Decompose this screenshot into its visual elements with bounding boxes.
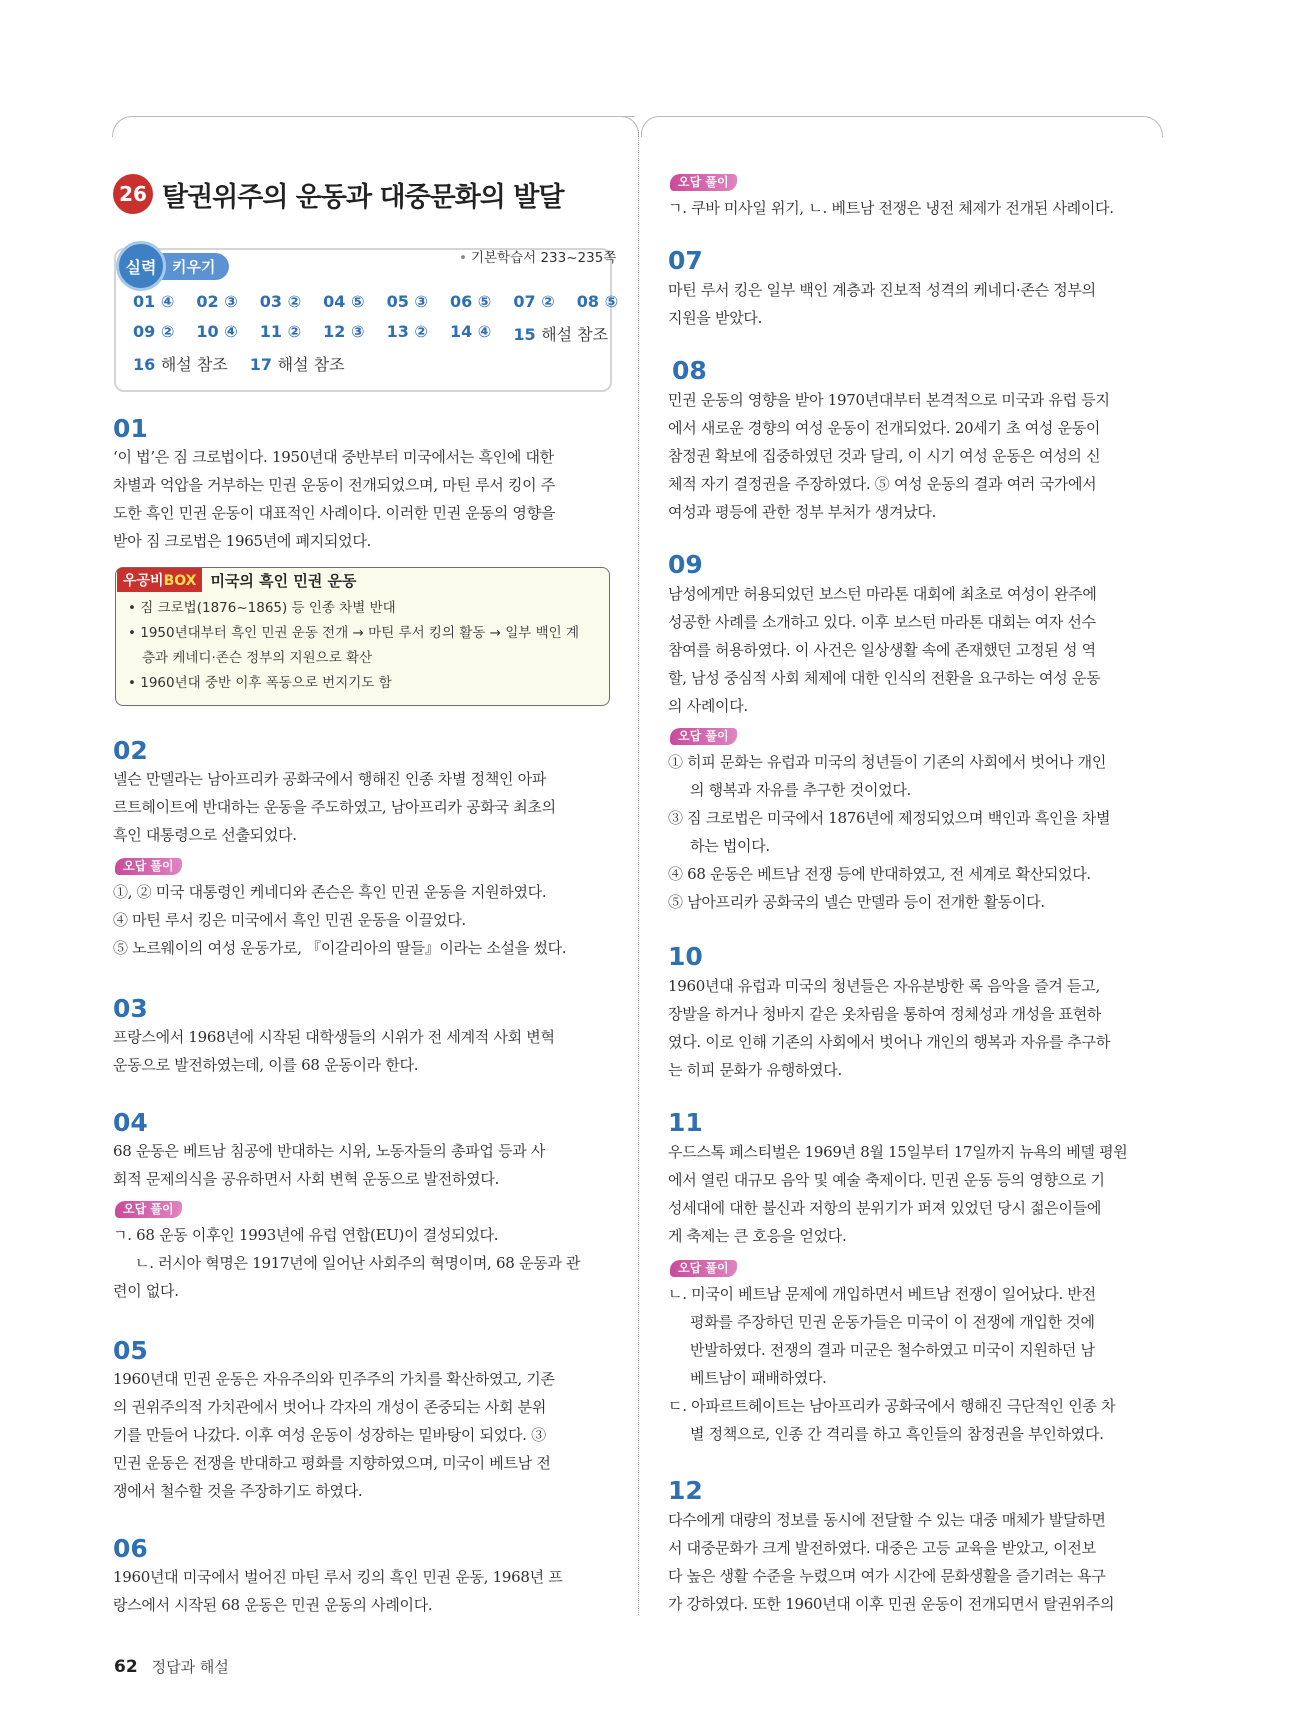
text-line: ① 히피 문화는 유럽과 미국의 청년들이 기존의 사회에서 벗어나 개인 <box>668 753 1107 771</box>
answer-value: ③ <box>351 322 365 341</box>
answer-value: ⑤ <box>351 292 365 311</box>
answer-number: 13 <box>386 322 415 341</box>
text-line: 련이 없다. <box>113 1282 179 1300</box>
text-line: ㄷ. 아파르트헤이트는 남아프리카 공화국에서 행해진 극단적인 인종 차 <box>668 1397 1116 1415</box>
wrong-answer-tag: 오답 풀이 <box>670 174 737 191</box>
text-line: 여성과 평등에 관한 정부 부처가 생겨났다. <box>668 503 937 521</box>
section-11-wrong <box>668 1280 1115 1448</box>
text-line: 넬슨 만델라는 남아프리카 공화국에서 행해진 인종 차별 정책인 아파 <box>113 770 547 788</box>
page-frame-left <box>112 116 635 137</box>
text-line: 가 강하였다. 또한 1960년대 이후 민권 운동이 전개되면서 탈권위주의 <box>668 1595 1115 1613</box>
text-line: 흑인 대통령으로 선출되었다. <box>113 826 297 844</box>
answer-value: ⑤ <box>604 292 619 311</box>
info-box-items <box>128 596 579 696</box>
answer-item <box>260 292 301 322</box>
info-box-header <box>117 568 357 592</box>
answer-number: 16 <box>133 355 161 374</box>
answer-number: 02 <box>196 292 225 311</box>
answer-item <box>260 322 301 352</box>
answer-value: ③ <box>414 292 428 311</box>
section-number-05: 05 <box>113 1336 148 1365</box>
info-box-item: • 1960년대 중반 이후 폭동으로 번지기도 함 <box>128 675 392 691</box>
section-number-08: 08 <box>672 356 707 385</box>
text-line: 다 높은 생활 수준을 누렸으며 여가 시간에 문화생활을 즐기려는 욕구 <box>668 1567 1106 1585</box>
answer-value: ④ <box>160 292 175 311</box>
section-06-text <box>113 1563 562 1619</box>
answer-value: 해설 참조 <box>277 355 345 374</box>
text-line: 는 히피 문화가 유행하였다. <box>668 1061 842 1079</box>
text-line: 성세대에 대한 불신과 저항의 분위기가 퍼져 있었던 당시 젊은이들에 <box>668 1199 1102 1217</box>
answer-item <box>450 322 491 352</box>
text-line: ⑤ 남아프리카 공화국의 넬슨 만델라 등이 전개한 활동이다. <box>668 893 1045 911</box>
answer-value: 해설 참조 <box>541 325 609 344</box>
text-line: 에서 새로운 경향의 여성 운동이 전개되었다. 20세기 초 여성 운동이 <box>668 419 1101 437</box>
text-line: 지원을 받았다. <box>668 309 763 327</box>
section-07-text <box>668 276 1096 332</box>
text-line: 에서 열린 대규모 음악 및 예술 축제이다. 민권 운동 등의 영향으로 기 <box>668 1171 1105 1189</box>
text-line: 민권 운동의 영향을 받아 1970년대부터 본격적으로 미국과 유럽 등지 <box>668 391 1110 409</box>
answer-number: 12 <box>323 322 352 341</box>
text-line: 할, 남성 중심적 사회 체제에 대한 인식의 전환을 요구하는 여성 운동 <box>668 669 1101 687</box>
answer-number: 05 <box>386 292 415 311</box>
answer-number: 10 <box>196 322 225 341</box>
text-line: ㄴ. 러시아 혁명은 1917년에 일어난 사회주의 혁명이며, 68 운동과 관 <box>135 1254 581 1272</box>
text-line: ④ 마틴 루서 킹은 미국에서 흑인 민권 운동을 이끌었다. <box>113 911 466 929</box>
bullet-icon: • <box>459 250 467 266</box>
answer-item <box>513 292 554 322</box>
info-box-tag-box: BOX <box>163 573 197 589</box>
page-frame-left-corner <box>620 116 639 137</box>
answer-row <box>133 292 619 322</box>
answer-row <box>133 322 609 352</box>
text-line: 남성에게만 허용되었던 보스턴 마라톤 대회에 최초로 여성이 완주에 <box>668 585 1097 603</box>
text-line: ③ 짐 크로법은 미국에서 1876년에 제정되었으며 백인과 흑인을 차별 <box>668 809 1111 827</box>
section-number-01: 01 <box>113 414 148 443</box>
answer-list <box>133 292 619 382</box>
answer-number: 01 <box>133 292 161 311</box>
section-02-wrong <box>113 878 566 962</box>
text-line: 1960년대 민권 운동은 자유주의와 민주주의 가치를 확산하였고, 기존 <box>113 1370 555 1388</box>
text-line: ㄴ. 미국이 베트남 문제에 개입하면서 베트남 전쟁이 일어났다. 반전 <box>668 1285 1096 1303</box>
wrong-answer-tag: 오답 풀이 <box>670 1260 737 1277</box>
answer-item <box>133 352 228 382</box>
section-09-wrong <box>668 748 1110 916</box>
answer-item <box>196 322 237 352</box>
text-line: 우드스톡 페스티벌은 1969년 8월 15일부터 17일까지 뉴욕의 베델 평원 <box>668 1143 1128 1161</box>
text-line: 1960년대 유럽과 미국의 청년들은 자유분방한 록 음악을 즐겨 듣고, <box>668 977 1100 995</box>
text-line: 도한 흑인 민권 운동이 대표적인 사례이다. 이러한 민권 운동의 영향을 <box>113 504 556 522</box>
answer-number: 17 <box>249 355 278 374</box>
section-09-text <box>668 580 1100 720</box>
section-04-text <box>113 1137 545 1193</box>
text-line: 르트헤이트에 반대하는 운동을 주도하였고, 남아프리카 공화국 최초의 <box>113 798 556 816</box>
text-line: 하는 법이다. <box>690 837 770 855</box>
text-line: 반발하였다. 전쟁의 결과 미군은 철수하였고 미국이 지원하던 남 <box>690 1341 1095 1359</box>
answer-item <box>133 292 174 322</box>
answer-value: ② <box>287 322 302 341</box>
page-frame-right <box>641 116 1163 137</box>
text-line: 기를 만들어 나갔다. 이후 여성 운동이 성장하는 밑바탕이 되었다. ③ <box>113 1426 546 1444</box>
text-line: 별 정책으로, 인종 간 격리를 하고 흑인들의 참정권을 부인하였다. <box>690 1425 1104 1443</box>
answer-value: ② <box>541 292 555 311</box>
info-box-item: 층과 케네디·존슨 정부의 지원으로 확산 <box>142 650 373 666</box>
answer-row <box>133 352 603 382</box>
skill-badge-circle: 실력 <box>116 241 166 291</box>
skill-badge <box>116 241 229 291</box>
section-number-03: 03 <box>113 994 148 1023</box>
page-footer-label: 정답과 해설 <box>151 1658 229 1676</box>
text-line: 쟁에서 철수할 것을 주장하기도 하였다. <box>113 1482 363 1500</box>
section-08-text <box>668 386 1110 526</box>
info-box-item: • 짐 크로법(1876~1865) 등 인종 차별 반대 <box>128 600 396 616</box>
answer-value: ② <box>287 292 302 311</box>
text-line: 차별과 억압을 거부하는 민권 운동이 전개되었으며, 마틴 루서 킹이 주 <box>113 476 556 494</box>
answer-number: 07 <box>513 292 542 311</box>
section-number-06: 06 <box>113 1534 148 1563</box>
section-02-text <box>113 765 556 849</box>
info-box-item: • 1950년대부터 흑인 민권 운동 전개 → 마틴 루서 킹의 활동 → 일부 백인 계 <box>128 625 580 641</box>
text-line: 서 대중문화가 크게 발전하였다. 대중은 고등 교육을 받았고, 이전보 <box>668 1539 1096 1557</box>
section-number-10: 10 <box>668 942 703 971</box>
answer-number: 15 <box>513 325 542 344</box>
section-10-text <box>668 972 1110 1084</box>
text-line: 68 운동은 베트남 침공에 반대하는 시위, 노동자들의 총파업 등과 사 <box>113 1142 546 1160</box>
wrong-answer-tag: 오답 풀이 <box>115 858 182 875</box>
column-divider <box>638 130 639 1615</box>
wrong-answer-tag: 오답 풀이 <box>115 1201 182 1218</box>
text-line: 장발을 하거나 청바지 같은 옷차림을 통하여 정체성과 개성을 표현하 <box>668 1005 1102 1023</box>
text-line: ㄱ. 쿠바 미사일 위기, ㄴ. 베트남 전쟁은 냉전 체제가 전개된 사례이다. <box>668 199 1114 217</box>
text-line: 성공한 사례를 소개하고 있다. 이후 보스턴 마라톤 대회는 여자 선수 <box>668 613 1096 631</box>
text-line: 였다. 이로 인해 기존의 사회에서 벗어나 개인의 행복과 자유를 추구하 <box>668 1033 1111 1051</box>
answer-item <box>196 292 237 322</box>
section-number-12: 12 <box>668 1476 703 1505</box>
text-line: 프랑스에서 1968년에 시작된 대학생들의 시위가 전 세계적 사회 변혁 <box>113 1028 555 1046</box>
answer-number: 06 <box>449 292 478 311</box>
text-line: 체적 자기 결정권을 주장하였다. ⑤ 여성 운동의 결과 여러 국가에서 <box>668 475 1097 493</box>
section-number-07: 07 <box>668 246 703 275</box>
section-04-wrong <box>113 1221 580 1305</box>
page-number: 62 <box>114 1657 138 1677</box>
wrong-answer-tag: 오답 풀이 <box>670 728 737 745</box>
section-number-11: 11 <box>668 1108 703 1137</box>
section-06-wrong <box>668 194 1114 222</box>
text-line: 평화를 주장하던 민권 운동가들은 미국이 이 전쟁에 개입한 것에 <box>690 1313 1095 1331</box>
answer-item <box>133 322 174 352</box>
info-box-tag <box>117 568 202 592</box>
text-line: 게 축제는 큰 호응을 얻었다. <box>668 1227 847 1245</box>
answer-number: 14 <box>449 322 478 341</box>
section-03-text <box>113 1023 555 1079</box>
text-line: 의 사례이다. <box>668 697 748 715</box>
text-line: 참여를 허용하였다. 이 사건은 일상생활 속에 존재했던 고정된 성 역 <box>668 641 1096 659</box>
text-line: 민권 운동은 전쟁을 반대하고 평화를 지향하였으며, 미국이 베트남 전 <box>113 1454 551 1472</box>
info-box-tag-text: 우공비 <box>123 573 164 589</box>
text-line: 받아 짐 크로법은 1965년에 폐지되었다. <box>113 532 371 550</box>
answer-number: 09 <box>133 322 161 341</box>
section-11-text <box>668 1138 1128 1250</box>
chapter-title-text: 탈권위주의 운동과 대중문화의 발달 <box>162 181 564 213</box>
answer-value: ② <box>160 322 175 341</box>
skill-badge-pill: 키우기 <box>156 253 229 280</box>
answer-item <box>323 322 364 352</box>
section-01-text <box>113 443 555 555</box>
section-number-04: 04 <box>113 1108 148 1137</box>
section-number-02: 02 <box>113 736 148 765</box>
answer-item <box>250 352 345 382</box>
section-12-text <box>668 1506 1114 1618</box>
text-line: ⑤ 노르웨이의 여성 운동가로, 『이갈리아의 딸들』이라는 소설을 썼다. <box>113 939 567 957</box>
section-number-09: 09 <box>668 550 703 579</box>
answer-item <box>323 292 364 322</box>
chapter-number-badge: 26 <box>113 174 153 214</box>
answer-value: ④ <box>224 322 238 341</box>
answer-value: ⑤ <box>477 292 492 311</box>
answer-value: ③ <box>224 292 238 311</box>
text-line: ㄱ. 68 운동 이후인 1993년에 유럽 연합(EU)이 결성되었다. <box>113 1226 499 1244</box>
answer-value: ④ <box>477 322 492 341</box>
text-line: 베트남이 패배하였다. <box>690 1369 827 1387</box>
answer-item <box>450 292 491 322</box>
answer-item <box>513 322 608 352</box>
info-box-title: 미국의 흑인 민권 운동 <box>210 571 357 590</box>
text-line: 다수에게 대량의 정보를 동시에 전달할 수 있는 대중 매체가 발달하면 <box>668 1511 1106 1529</box>
answer-number: 03 <box>259 292 288 311</box>
text-line: 의 권위주의적 가치관에서 벗어나 각자의 개성이 존중되는 사회 분위 <box>113 1398 547 1416</box>
text-line: 1960년대 미국에서 벌어진 마틴 루서 킹의 흑인 민권 운동, 1968년 프 <box>113 1568 563 1586</box>
section-05-text <box>113 1365 555 1505</box>
text-line: ‘이 법’은 짐 크로법이다. 1950년대 중반부터 미국에서는 흑인에 대한 <box>113 448 554 466</box>
text-line: 운동으로 발전하였는데, 이를 68 운동이라 한다. <box>113 1056 419 1074</box>
answer-value: ② <box>414 322 428 341</box>
answer-number: 04 <box>323 292 352 311</box>
answer-number: 11 <box>259 322 288 341</box>
reference-label <box>459 246 616 266</box>
answer-number: 08 <box>576 292 605 311</box>
answer-item <box>387 322 428 352</box>
answer-value: 해설 참조 <box>160 355 228 374</box>
chapter-title <box>113 174 563 214</box>
text-line: 회적 문제의식을 공유하면서 사회 변혁 운동으로 발전하였다. <box>113 1170 500 1188</box>
text-line: 참정권 확보에 집중하였던 것과 달리, 이 시기 여성 운동은 여성의 신 <box>668 447 1101 465</box>
text-line: ④ 68 운동은 베트남 전쟁 등에 반대하였고, 전 세계로 확산되었다. <box>668 865 1091 883</box>
text-line: ①, ② 미국 대통령인 케네디와 존슨은 흑인 민권 운동을 지원하였다. <box>113 883 547 901</box>
text-line: 의 행복과 자유를 추구한 것이었다. <box>690 781 912 799</box>
text-line: 마틴 루서 킹은 일부 백인 계층과 진보적 성격의 케네디·존슨 정부의 <box>668 281 1096 299</box>
text-line: 랑스에서 시작된 68 운동은 민권 운동의 사례이다. <box>113 1596 433 1614</box>
answer-item <box>577 292 618 322</box>
page-footer <box>114 1656 229 1677</box>
answer-item <box>387 292 428 322</box>
reference-text: 기본학습서 233~235쪽 <box>470 250 617 266</box>
